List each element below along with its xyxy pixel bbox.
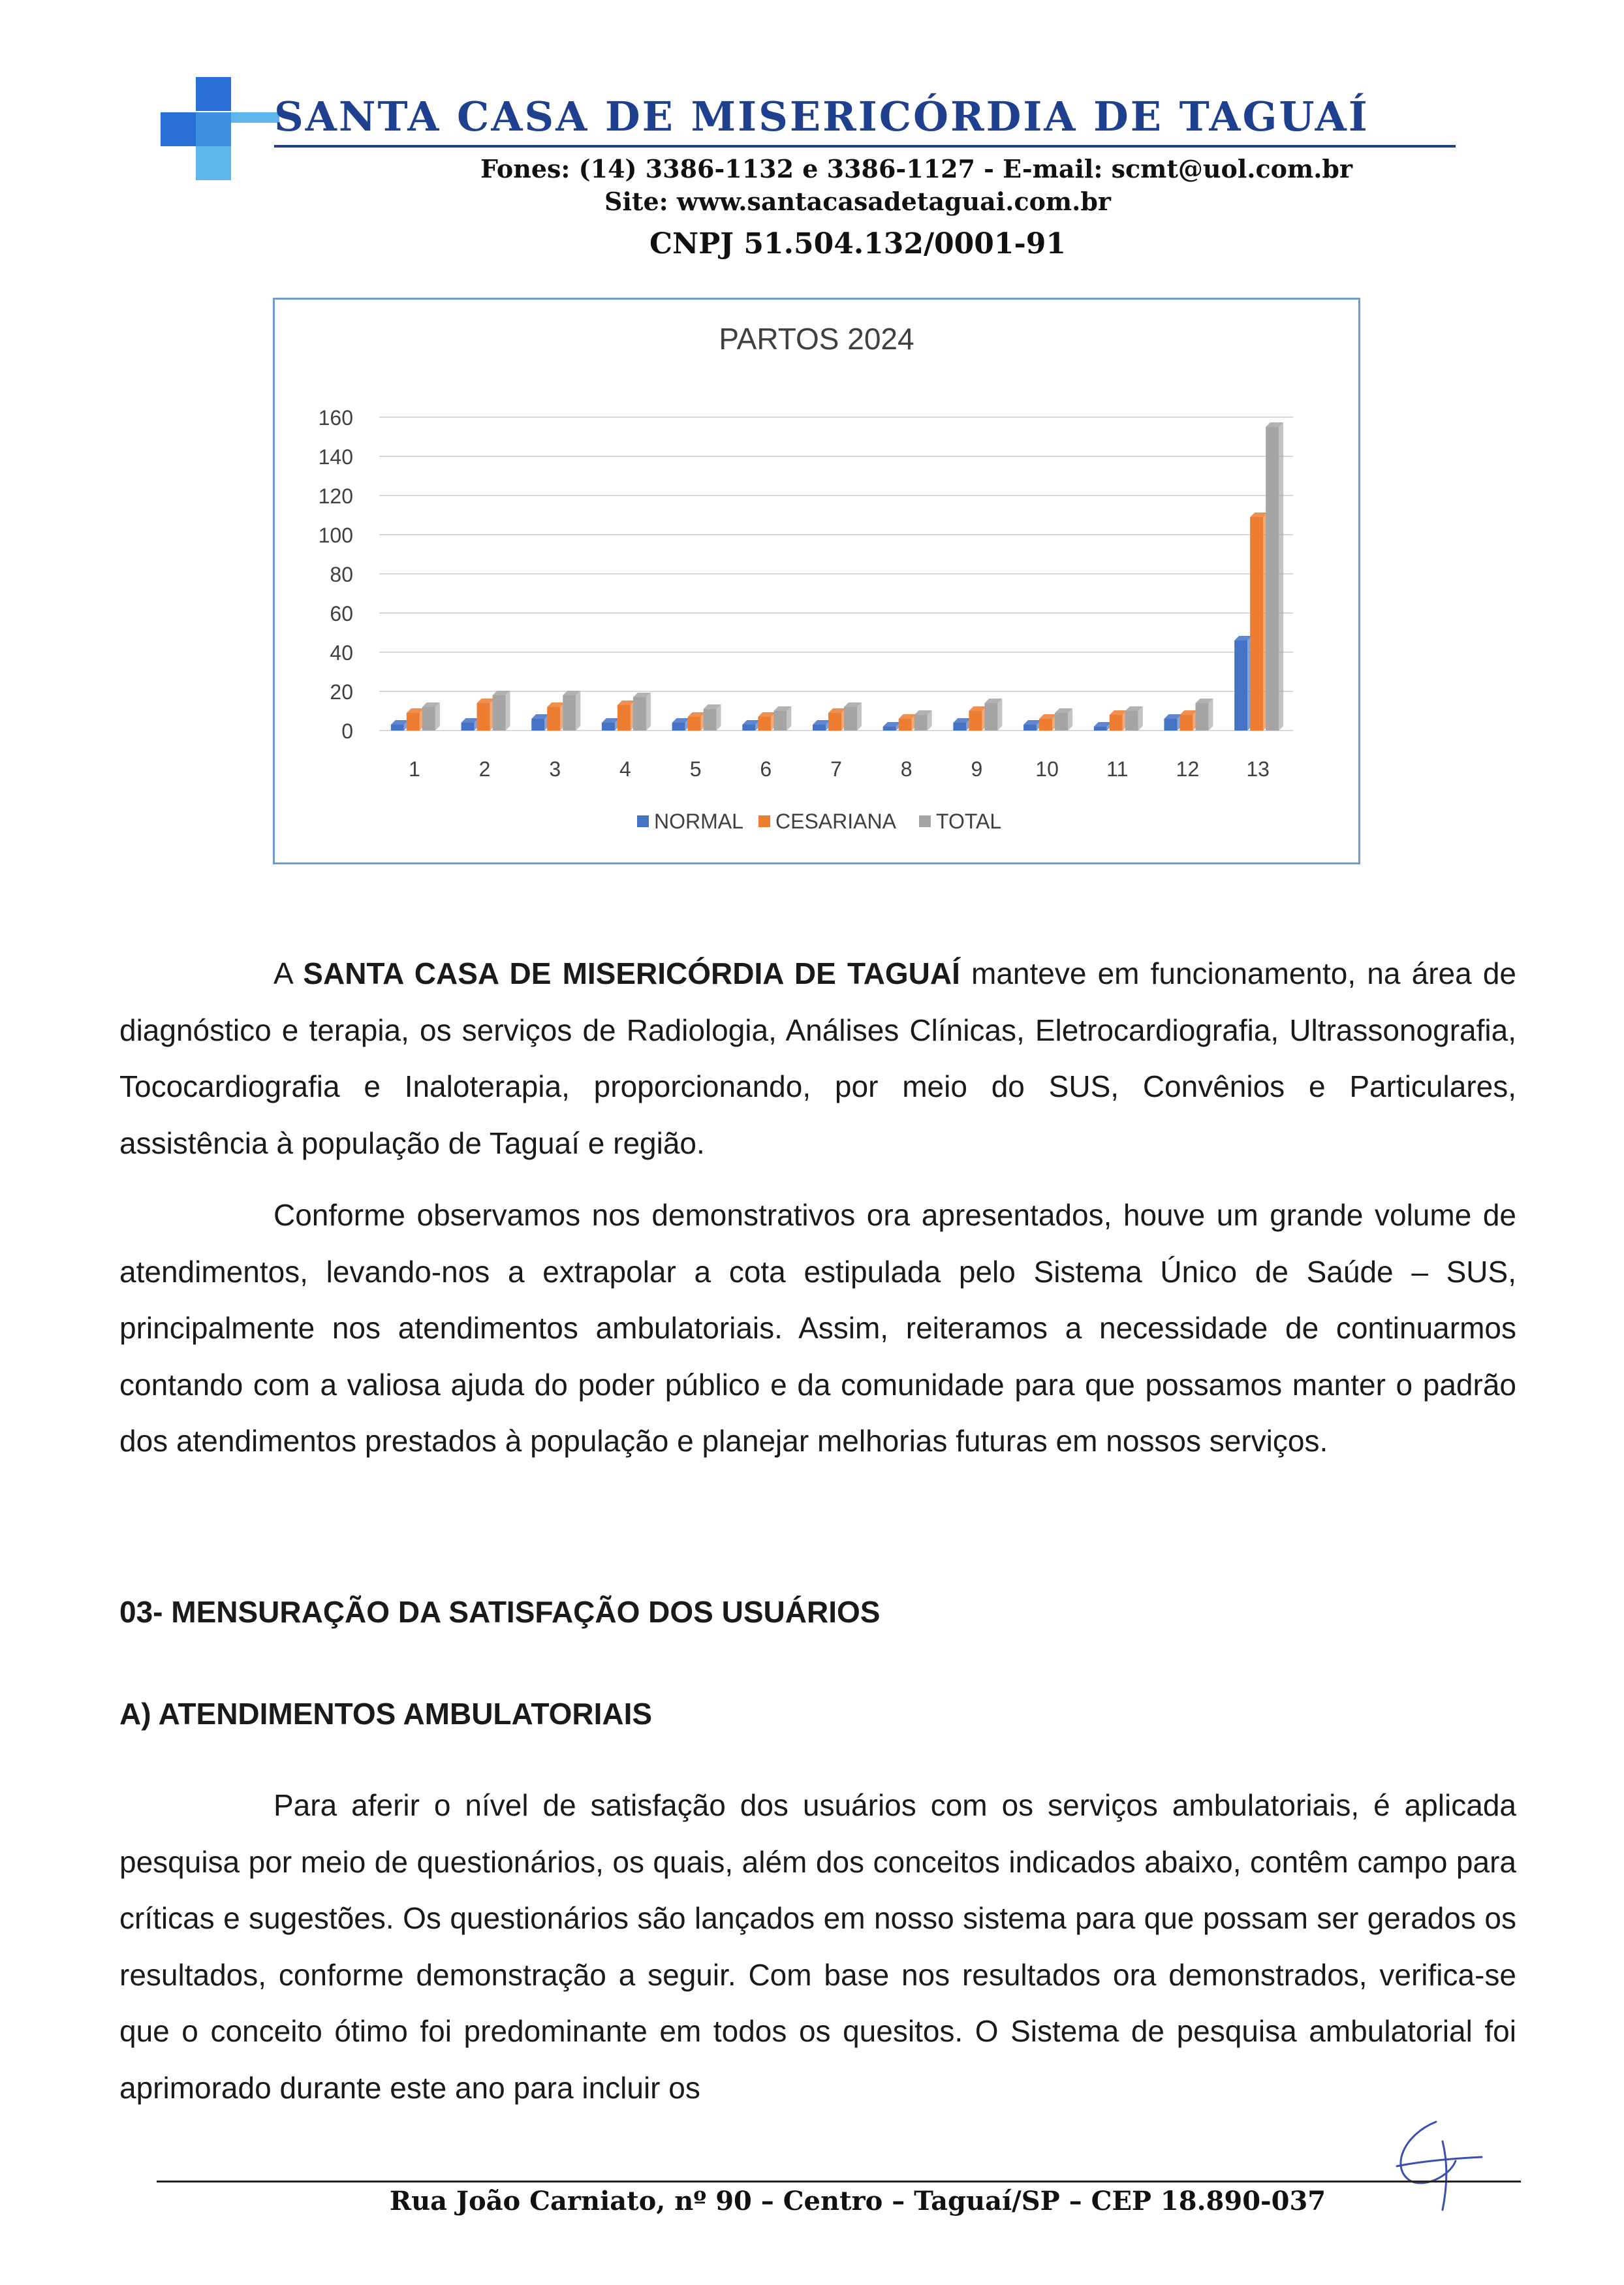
x-tick-label: 7 <box>830 757 842 781</box>
bar-cesariana-5 <box>688 717 701 731</box>
section-heading-a: A) ATENDIMENTOS AMBULATORIAIS <box>119 1697 653 1731</box>
bar-total-9 <box>984 703 997 731</box>
bar-side-total-12 <box>1208 699 1213 731</box>
institution-title: SANTA CASA DE MISERICÓRDIA DE TAGUAÍ <box>274 93 1369 140</box>
bar-total-7 <box>844 707 857 731</box>
bar-normal-5 <box>672 723 685 731</box>
x-tick-label: 11 <box>1106 757 1129 781</box>
x-tick-label: 9 <box>971 757 983 781</box>
y-tick-label: 40 <box>330 641 353 665</box>
bar-cesariana-6 <box>758 717 771 731</box>
institution-name-bold: SANTA CASA DE MISERICÓRDIA DE TAGUAÍ <box>303 956 960 990</box>
y-tick-label: 160 <box>318 406 353 430</box>
partos-chart-svg <box>275 300 1358 862</box>
chart-x-axis <box>409 757 1270 781</box>
bar-total-12 <box>1195 703 1208 731</box>
paragraph-satisfaction: Para aferir o nível de satisfação dos usuários com os serviços ambulatoriais, é aplicada pesquisa por meio de questionários, os quais, além dos conceitos indicados abaixo, contêm campo para críticas e sugestões. Os questionários são lançados em nosso sistema para que possam ser gerados os resultados, conforme demonstração a seguir. Com base nos resultados ora demonstrados, verifica-se que o conceito ótimo foi predominante em todos os quesitos. O Sistema de pesquisa ambulatorial foi aprimorado durante este ano para incluir os <box>119 1788 1516 2105</box>
bar-cesariana-10 <box>1039 719 1052 731</box>
y-tick-label: 80 <box>330 563 353 586</box>
bar-total-10 <box>1055 713 1068 731</box>
legend-label-normal: NORMAL <box>654 810 743 833</box>
chart-title: PARTOS 2024 <box>719 322 914 356</box>
website-line: Site: www.santacasadetaguai.com.br <box>604 187 1111 216</box>
bar-total-8 <box>914 715 928 731</box>
y-tick-label: 140 <box>318 445 353 469</box>
chart-y-axis <box>319 406 353 743</box>
paragraph-services-text: manteve em funcionamento, na área de diagnóstico e terapia, os serviços de Radiologia, Análises Clínicas, Eletrocardiografia, Ultrassonografia, Tococardiografia e Inaloterapia, proporcionando, por meio do SUS, Convênios e Particulares, assistência à população de Taguaí e região. <box>119 956 1516 1160</box>
bar-normal-12 <box>1164 719 1177 731</box>
paragraph-services <box>119 945 1516 1171</box>
bar-normal-10 <box>1023 725 1037 731</box>
bar-total-2 <box>493 695 506 731</box>
bar-side-total-2 <box>506 691 510 731</box>
bar-normal-4 <box>602 723 615 731</box>
bar-total-5 <box>704 709 717 731</box>
bar-total-3 <box>563 695 576 731</box>
bar-normal-7 <box>813 725 826 731</box>
footer-rule <box>157 2181 1521 2183</box>
section-heading-03: 03- MENSURAÇÃO DA SATISFAÇÃO DOS USUÁRIOS <box>119 1595 881 1629</box>
legend-swatch-cesariana <box>758 815 770 827</box>
bar-cesariana-2 <box>477 703 490 731</box>
bar-total-11 <box>1125 711 1138 731</box>
cnpj-line: CNPJ 51.504.132/0001-91 <box>649 227 1067 260</box>
bar-cesariana-1 <box>407 713 420 731</box>
paragraph-lead: A <box>273 956 304 990</box>
x-tick-label: 2 <box>478 757 491 781</box>
bar-normal-9 <box>953 723 966 731</box>
x-tick-label: 3 <box>549 757 561 781</box>
legend-label-cesariana: CESARIANA <box>775 810 896 833</box>
y-tick-label: 120 <box>318 484 353 508</box>
x-tick-label: 1 <box>408 757 420 781</box>
x-tick-label: 10 <box>1035 757 1059 781</box>
bar-total-4 <box>633 697 646 731</box>
bar-cesariana-4 <box>617 705 631 731</box>
x-tick-label: 8 <box>900 757 913 781</box>
y-tick-label: 60 <box>330 602 353 625</box>
bar-normal-11 <box>1094 727 1107 731</box>
bar-total-6 <box>773 711 787 731</box>
bar-side-total-1 <box>435 702 440 731</box>
contact-phones-email: Fones: (14) 3386-1132 e 3386-1127 - E-mail: scmt@uol.com.br <box>480 154 1353 183</box>
x-tick-label: 12 <box>1176 757 1200 781</box>
bar-side-total-5 <box>717 704 721 731</box>
bar-total-13 <box>1266 427 1279 731</box>
bar-normal-6 <box>742 725 755 731</box>
chart-bars <box>391 422 1283 731</box>
legend-swatch-normal <box>637 815 649 827</box>
bar-side-total-9 <box>997 699 1002 731</box>
legend-label-total: TOTAL <box>936 810 1002 833</box>
bar-normal-2 <box>461 723 475 731</box>
body-text-block-1 <box>119 945 1516 1470</box>
x-tick-label: 4 <box>619 757 631 781</box>
bar-side-total-7 <box>857 702 862 731</box>
chart-legend <box>637 810 1001 833</box>
legend-swatch-total <box>919 815 931 827</box>
bar-cesariana-11 <box>1110 715 1123 731</box>
chart-gridlines <box>379 417 1293 731</box>
bar-cesariana-7 <box>828 713 841 731</box>
bar-cesariana-8 <box>899 719 912 731</box>
body-text-block-2 <box>119 1777 1516 2116</box>
footer-address: Rua João Carniato, nº 90 – Centro – Taguaí/SP – CEP 18.890-037 <box>389 2186 1326 2216</box>
x-tick-label: 5 <box>689 757 702 781</box>
bar-side-total-13 <box>1279 422 1283 731</box>
bar-normal-3 <box>531 719 544 731</box>
bar-side-total-4 <box>646 693 651 731</box>
bar-cesariana-12 <box>1179 715 1193 731</box>
x-tick-label: 6 <box>760 757 772 781</box>
bar-total-1 <box>422 707 435 731</box>
bar-cesariana-9 <box>969 711 982 731</box>
bar-normal-8 <box>883 727 896 731</box>
bar-cesariana-13 <box>1250 517 1263 731</box>
bar-side-total-3 <box>576 691 580 731</box>
bar-normal-13 <box>1234 640 1247 731</box>
x-tick-label: 13 <box>1246 757 1270 781</box>
y-tick-label: 20 <box>330 680 353 704</box>
header-underline <box>274 145 1456 148</box>
y-tick-label: 100 <box>318 524 353 547</box>
y-tick-label: 0 <box>341 719 353 743</box>
partos-chart <box>273 298 1360 864</box>
bar-normal-1 <box>391 725 404 731</box>
paragraph-volume: Conforme observamos nos demonstrativos ora apresentados, houve um grande volume de atendimentos, levando-nos a extrapolar a cota estipulada pelo Sistema Único de Saúde – SUS, principalmente nos atendimentos ambulatoriais. Assim, reiteramos a necessidade de continuarmos contando com a valiosa ajuda do poder público e da comunidade para que possamos manter o padrão dos atendimentos prestados à população e planejar melhorias futuras em nossos serviços. <box>119 1198 1516 1458</box>
bar-cesariana-3 <box>547 707 560 731</box>
